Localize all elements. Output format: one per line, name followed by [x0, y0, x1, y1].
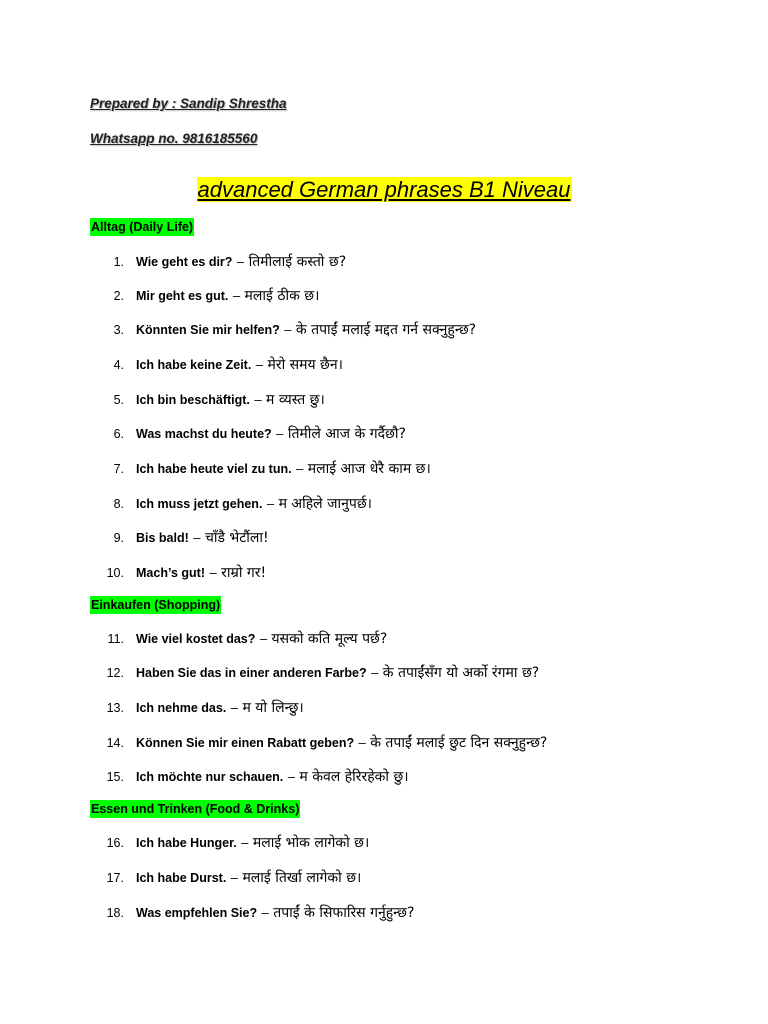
- item-number: 6.: [113, 427, 124, 441]
- nepali-translation: तिमीलाई कस्तो छ?: [248, 254, 347, 270]
- document-title-block: [0, 175, 768, 205]
- separator: –: [193, 530, 201, 545]
- nepali-translation: मलाई आज धेरै काम छ।: [307, 461, 431, 477]
- whatsapp-line: Whatsapp no. 9816185560: [90, 131, 258, 146]
- german-phrase: Bis bald!: [136, 531, 189, 545]
- separator: –: [261, 905, 269, 920]
- separator: –: [232, 288, 241, 303]
- item-number: 10.: [106, 566, 124, 580]
- german-phrase: Ich habe keine Zeit.: [136, 358, 252, 372]
- list-item: [0, 286, 768, 308]
- list-item: [0, 494, 768, 516]
- list-item: [0, 833, 768, 855]
- list-item: [0, 355, 768, 377]
- list-item: [0, 390, 768, 412]
- separator: –: [236, 254, 245, 269]
- nepali-translation: मलाई ठीक छ।: [244, 288, 320, 304]
- german-phrase: Ich möchte nur schauen.: [136, 770, 284, 784]
- nepali-translation: तिमीले आज के गर्दैछौ?: [287, 426, 406, 442]
- separator: –: [230, 700, 238, 715]
- item-number: 9.: [113, 531, 124, 545]
- item-number: 16.: [106, 836, 124, 850]
- nepali-translation: यसको कति मूल्य पर्छ?: [271, 631, 388, 647]
- nepali-translation: के तपाईंसँग यो अर्को रंगमा छ?: [382, 665, 540, 681]
- nepali-translation: के तपाईं मलाई छुट दिन सक्नुहुन्छ?: [370, 735, 548, 751]
- nepali-translation: राम्रो गर!: [221, 565, 267, 581]
- list-item: [0, 698, 768, 720]
- list-item: [0, 563, 768, 585]
- document-title: advanced German phrases B1 Niveau: [197, 177, 571, 202]
- german-phrase: Ich nehme das.: [136, 701, 227, 715]
- separator: –: [371, 665, 379, 680]
- german-phrase: Mir geht es gut.: [136, 289, 229, 303]
- list-item: [0, 528, 768, 550]
- nepali-translation: म व्यस्त छु।: [266, 392, 325, 408]
- german-phrase: Ich habe Hunger.: [136, 836, 237, 850]
- nepali-translation: तपाईं के सिफारिस गर्नुहुन्छ?: [273, 905, 415, 921]
- list-item: [0, 663, 768, 685]
- separator: –: [209, 565, 217, 580]
- prepared-by-line: Prepared by : Sandip Shrestha: [90, 96, 287, 111]
- list-item: [0, 252, 768, 274]
- separator: –: [241, 835, 249, 850]
- item-number: 14.: [106, 736, 124, 750]
- german-phrase: Ich bin beschäftigt.: [136, 393, 250, 407]
- separator: –: [287, 769, 295, 784]
- separator: –: [276, 426, 284, 441]
- item-number: 3.: [113, 323, 124, 337]
- item-number: 5.: [113, 393, 124, 407]
- nepali-translation: चाँडै भेटौंला!: [204, 530, 269, 546]
- list-item: [0, 868, 768, 890]
- list-item: [0, 903, 768, 925]
- german-phrase: Wie geht es dir?: [136, 255, 233, 269]
- separator: –: [296, 461, 304, 476]
- item-number: 18.: [106, 906, 124, 920]
- separator: –: [358, 735, 366, 750]
- list-item: [0, 320, 768, 342]
- german-phrase: Ich habe heute viel zu tun.: [136, 462, 292, 476]
- section-heading-einkaufen: Einkaufen (Shopping): [91, 598, 221, 612]
- section-heading-alltag: Alltag (Daily Life): [91, 220, 194, 234]
- german-phrase: Was machst du heute?: [136, 427, 272, 441]
- list-item: [0, 767, 768, 789]
- german-phrase: Wie viel kostet das?: [136, 632, 256, 646]
- separator: –: [255, 357, 264, 372]
- item-number: 13.: [106, 701, 124, 715]
- german-phrase: Ich habe Durst.: [136, 871, 227, 885]
- item-number: 2.: [113, 289, 124, 303]
- german-phrase: Was empfehlen Sie?: [136, 906, 258, 920]
- nepali-translation: म यो लिन्छु।: [242, 700, 304, 716]
- list-item: [0, 459, 768, 481]
- item-number: 8.: [113, 497, 124, 511]
- item-number: 15.: [106, 770, 124, 784]
- nepali-translation: मलाई तिर्खा लागेको छ।: [242, 870, 362, 886]
- german-phrase: Mach’s gut!: [136, 566, 205, 580]
- separator: –: [284, 322, 292, 337]
- item-number: 7.: [113, 462, 124, 476]
- german-phrase: Haben Sie das in einer anderen Farbe?: [136, 666, 367, 680]
- list-item: [0, 629, 768, 651]
- separator: –: [230, 870, 238, 885]
- item-number: 4.: [113, 358, 124, 372]
- item-number: 17.: [106, 871, 124, 885]
- separator: –: [259, 631, 268, 646]
- nepali-translation: म केवल हेरिरहेको छु।: [299, 769, 409, 785]
- section-heading-essen-und-trinken: Essen und Trinken (Food & Drinks): [91, 802, 300, 816]
- nepali-translation: मेरो समय छैन।: [267, 357, 343, 373]
- nepali-translation: के तपाईं मलाई मद्दत गर्न सक्नुहुन्छ?: [295, 322, 477, 338]
- german-phrase: Könnten Sie mir helfen?: [136, 323, 280, 337]
- list-item: [0, 733, 768, 755]
- nepali-translation: म अहिले जानुपर्छ।: [278, 496, 372, 512]
- item-number: 11.: [107, 632, 124, 646]
- german-phrase: Ich muss jetzt gehen.: [136, 497, 263, 511]
- nepali-translation: मलाई भोक लागेको छ।: [252, 835, 370, 851]
- item-number: 12.: [106, 666, 124, 680]
- separator: –: [254, 392, 262, 407]
- german-phrase: Können Sie mir einen Rabatt geben?: [136, 736, 355, 750]
- item-number: 1.: [113, 255, 124, 269]
- list-item: [0, 424, 768, 446]
- separator: –: [266, 496, 275, 511]
